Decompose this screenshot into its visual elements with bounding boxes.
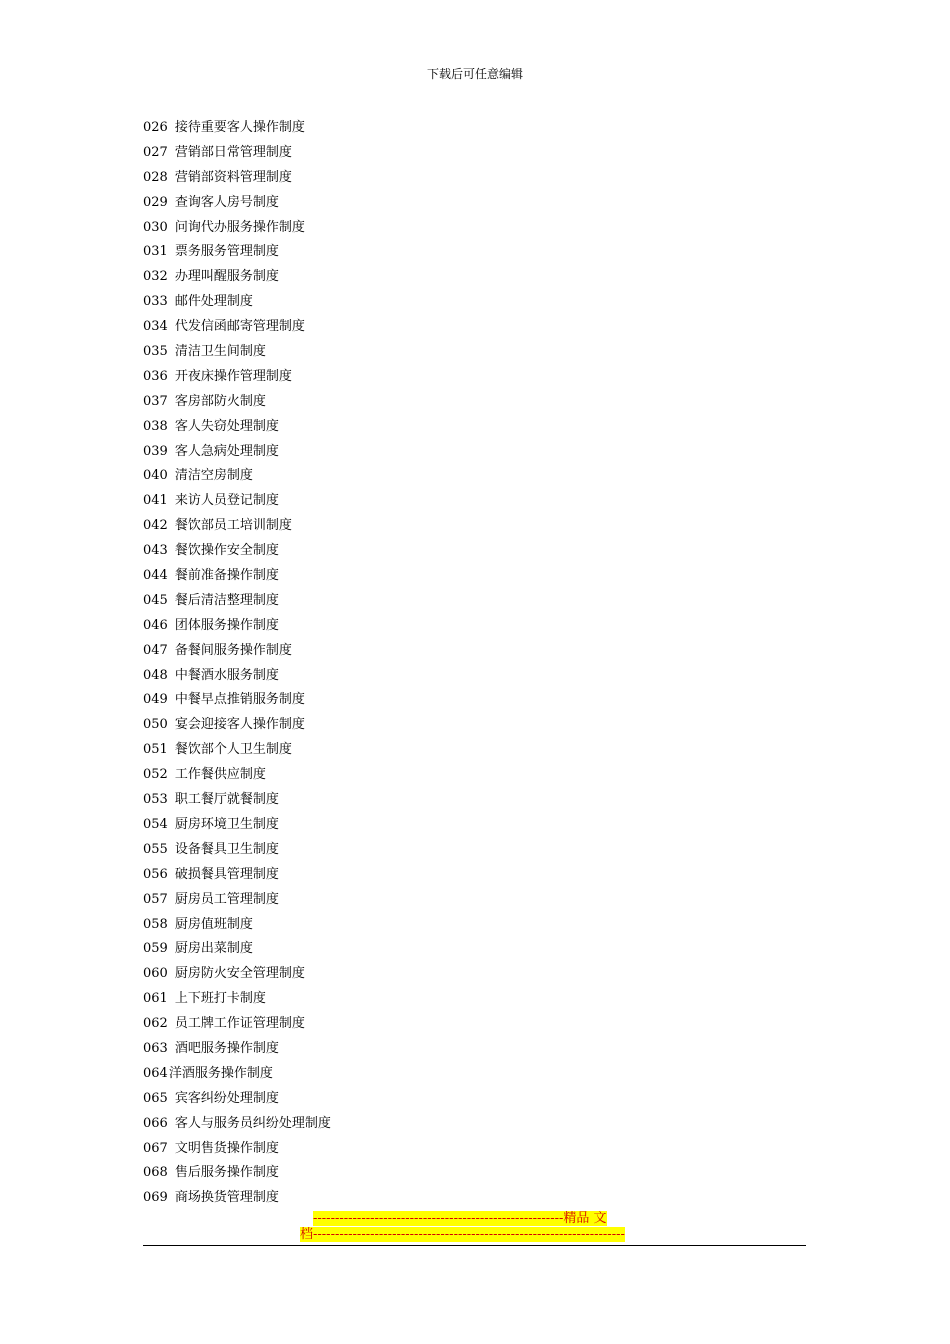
item-label: 酒吧服务操作制度: [174, 1040, 279, 1056]
page-header: 下载后可任意编辑: [426, 67, 523, 81]
item-label: 清洁空房制度: [174, 468, 253, 484]
item-number: 042: [143, 518, 168, 534]
item-label: 中餐酒水服务制度: [174, 667, 279, 683]
list-item: [143, 141, 331, 166]
list-item: [143, 1037, 331, 1062]
list-item: [143, 240, 331, 265]
item-label: 职工餐厅就餐制度: [174, 792, 279, 808]
item-number: 049: [143, 692, 168, 708]
footer-banner-line-2: 档-----------------------------------------------------------------------: [300, 1227, 625, 1242]
list-item: [143, 1137, 331, 1162]
item-number: 041: [143, 493, 168, 509]
footer-banner-line-1: ---------------------------------------------------------精品 文: [313, 1211, 607, 1226]
list-item: [143, 838, 331, 863]
item-number: 066: [143, 1115, 168, 1131]
item-number: 060: [143, 966, 168, 982]
item-label: 客人急病处理制度: [174, 443, 279, 459]
item-number: 056: [143, 866, 168, 882]
item-label: 宾客纠纷处理制度: [174, 1090, 279, 1106]
list-item: [143, 514, 331, 539]
list-item: [143, 788, 331, 813]
item-label: 破损餐具管理制度: [174, 866, 279, 882]
item-label: 清洁卫生间制度: [174, 344, 266, 360]
list-item: [143, 116, 331, 141]
item-number: 034: [143, 319, 168, 335]
item-label: 厨房防火安全管理制度: [174, 966, 305, 982]
footer-divider: [143, 1245, 806, 1246]
item-number: 027: [143, 144, 168, 160]
item-number: 046: [143, 617, 168, 633]
item-label: 商场换货管理制度: [174, 1190, 279, 1206]
item-label: 中餐早点推销服务制度: [174, 692, 305, 708]
list-item: [143, 1087, 331, 1112]
list-item: [143, 962, 331, 987]
item-label: 餐饮操作安全制度: [174, 543, 279, 559]
list-item: [143, 415, 331, 440]
item-number: 029: [143, 194, 168, 210]
item-number: 065: [143, 1090, 168, 1106]
list-item: [143, 1161, 331, 1186]
item-label: 员工牌工作证管理制度: [174, 1016, 305, 1032]
item-label: 客房部防火制度: [174, 393, 266, 409]
item-number: 036: [143, 368, 168, 384]
item-label: 餐饮部员工培训制度: [174, 518, 292, 534]
item-number: 057: [143, 891, 168, 907]
item-label: 查询客人房号制度: [174, 194, 279, 210]
item-number: 064: [143, 1065, 168, 1081]
list-item: [143, 614, 331, 639]
list-item: [143, 440, 331, 465]
list-item: [143, 265, 331, 290]
item-label: 团体服务操作制度: [174, 617, 279, 633]
list-item: [143, 365, 331, 390]
list-item: [143, 688, 331, 713]
item-label: 餐饮部个人卫生制度: [174, 742, 292, 758]
item-label: 餐后清洁整理制度: [174, 592, 279, 608]
item-number: 047: [143, 642, 168, 658]
item-number: 039: [143, 443, 168, 459]
item-label: 邮件处理制度: [174, 294, 253, 310]
item-number: 028: [143, 169, 168, 185]
list-item: [143, 390, 331, 415]
item-label: 厨房出菜制度: [174, 941, 253, 957]
list-item: [143, 987, 331, 1012]
item-number: 051: [143, 742, 168, 758]
item-label: 备餐间服务操作制度: [174, 642, 292, 658]
item-number: 053: [143, 792, 168, 808]
list-item: [143, 738, 331, 763]
list-item: [143, 539, 331, 564]
list-item: [143, 589, 331, 614]
item-number: 033: [143, 294, 168, 310]
item-label: 文明售货操作制度: [174, 1140, 279, 1156]
item-label: 工作餐供应制度: [174, 767, 266, 783]
item-number: 026: [143, 120, 168, 135]
list-item: [143, 813, 331, 838]
item-label: 客人失窃处理制度: [174, 418, 279, 434]
item-number: 062: [143, 1016, 168, 1032]
item-label: 厨房值班制度: [174, 916, 253, 932]
list-item: [143, 564, 331, 589]
item-label: 代发信函邮寄管理制度: [174, 319, 305, 335]
list-item: [143, 489, 331, 514]
list-item: [143, 290, 331, 315]
item-number: 061: [143, 991, 168, 1007]
list-item: [143, 713, 331, 738]
regulation-list: [143, 116, 331, 1211]
item-label: 营销部资料管理制度: [174, 169, 292, 185]
item-number: 052: [143, 767, 168, 783]
list-item: [143, 664, 331, 689]
item-number: 031: [143, 244, 168, 260]
item-label: 营销部日常管理制度: [174, 144, 292, 160]
item-number: 035: [143, 344, 168, 360]
item-label: 厨房环境卫生制度: [174, 816, 279, 832]
item-number: 063: [143, 1040, 168, 1056]
item-number: 037: [143, 393, 168, 409]
list-item: [143, 937, 331, 962]
item-label: 接待重要客人操作制度: [174, 120, 305, 135]
list-item: [143, 763, 331, 788]
list-item: [143, 863, 331, 888]
list-item: [143, 888, 331, 913]
item-number: 032: [143, 269, 168, 285]
list-item: [143, 166, 331, 191]
item-label: 餐前准备操作制度: [174, 568, 279, 584]
item-number: 059: [143, 941, 168, 957]
list-item: [143, 216, 331, 241]
item-label: 开夜床操作管理制度: [174, 368, 292, 384]
list-item: [143, 1062, 331, 1087]
item-number: 030: [143, 219, 168, 235]
item-label: 宴会迎接客人操作制度: [174, 717, 305, 733]
item-label: 来访人员登记制度: [174, 493, 279, 509]
list-item: [143, 639, 331, 664]
item-number: 055: [143, 841, 168, 857]
list-item: [143, 340, 331, 365]
item-label: 问询代办服务操作制度: [174, 219, 305, 235]
item-label: 票务服务管理制度: [174, 244, 279, 260]
item-number: 067: [143, 1140, 168, 1156]
item-number: 043: [143, 543, 168, 559]
item-number: 045: [143, 592, 168, 608]
item-number: 038: [143, 418, 168, 434]
item-number: 054: [143, 816, 168, 832]
item-label: 上下班打卡制度: [174, 991, 266, 1007]
item-number: 068: [143, 1165, 168, 1181]
list-item: [143, 464, 331, 489]
list-item: [143, 1012, 331, 1037]
item-number: 040: [143, 468, 168, 484]
list-item: [143, 191, 331, 216]
list-item: [143, 913, 331, 938]
list-item: [143, 1112, 331, 1137]
item-label: 洋酒服务操作制度: [168, 1065, 273, 1081]
item-label: 厨房员工管理制度: [174, 891, 279, 907]
list-item: [143, 1186, 331, 1211]
item-label: 售后服务操作制度: [174, 1165, 279, 1181]
footer-banner: [300, 1211, 650, 1243]
item-label: 设备餐具卫生制度: [174, 841, 279, 857]
item-label: 客人与服务员纠纷处理制度: [174, 1115, 331, 1131]
item-label: 办理叫醒服务制度: [174, 269, 279, 285]
list-item: [143, 315, 331, 340]
item-number: 050: [143, 717, 168, 733]
item-number: 048: [143, 667, 168, 683]
item-number: 044: [143, 568, 168, 584]
item-number: 069: [143, 1190, 168, 1206]
item-number: 058: [143, 916, 168, 932]
